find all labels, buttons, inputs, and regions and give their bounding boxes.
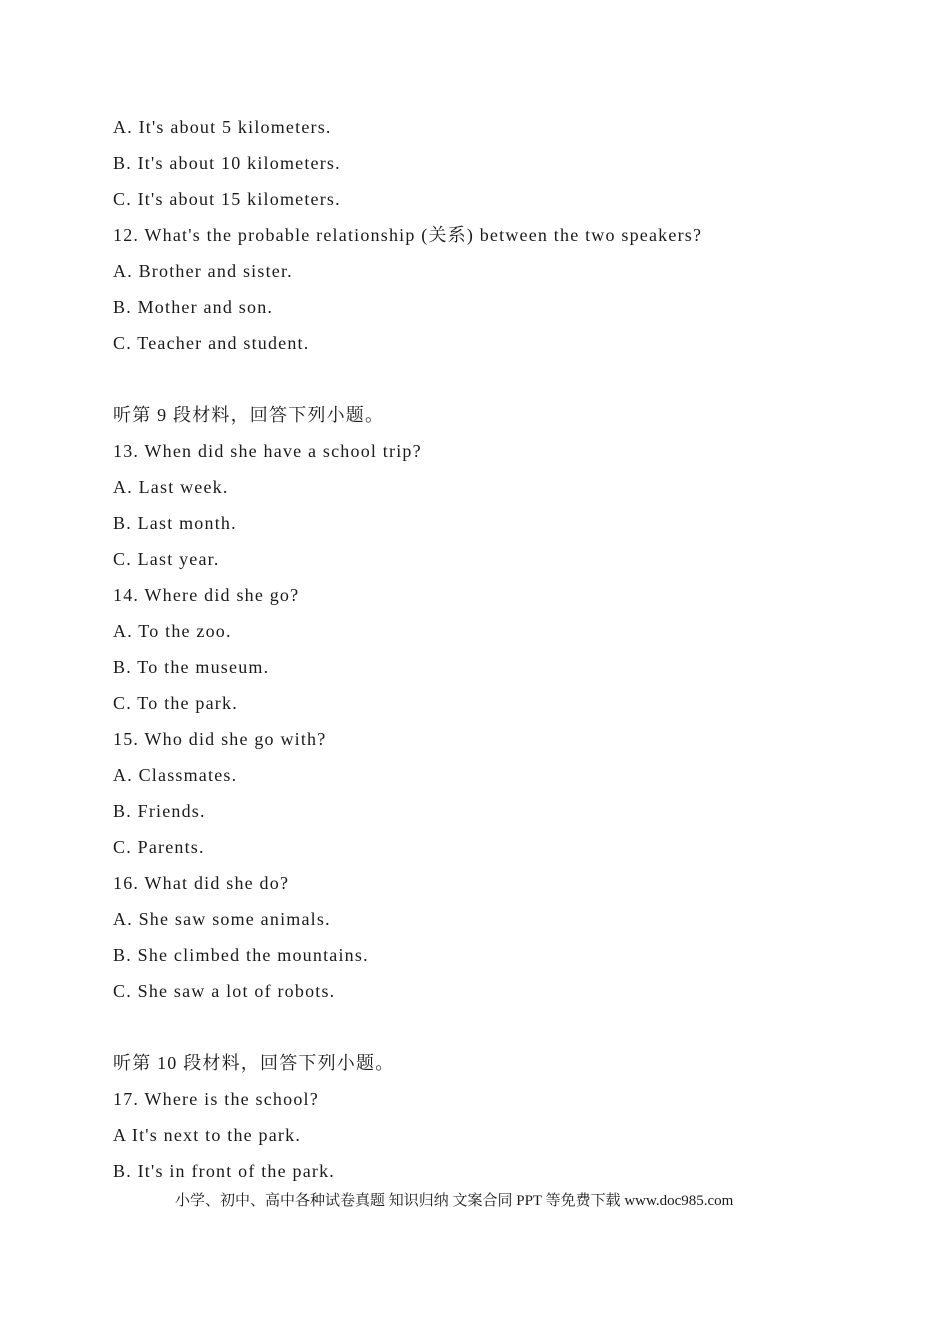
q13-option-b: B. Last month. [113, 513, 237, 533]
q14-question: 14. Where did she go? [113, 585, 300, 605]
q16-option-b: B. She climbed the mountains. [113, 945, 369, 965]
q15-option-c: C. Parents. [113, 837, 205, 857]
q17-option-a: A It's next to the park. [113, 1125, 302, 1145]
page-footer: 小学、初中、高中各种试卷真题 知识归纳 文案合同 PPT 等免费下载 www.doc985.com [175, 1193, 734, 1209]
q16-option-c: C. She saw a lot of robots. [113, 981, 336, 1001]
section-heading-10: 听第 10 段材料，回答下列小题。 [113, 1053, 395, 1073]
section-spacer [113, 361, 873, 397]
q17-question: 17. Where is the school? [113, 1089, 319, 1109]
q16-question: 16. What did she do? [113, 873, 290, 893]
page-content [113, 109, 873, 1189]
q15-option-a: A. Classmates. [113, 765, 238, 785]
q15-option-b: B. Friends. [113, 801, 206, 821]
q14-option-b: B. To the museum. [113, 657, 270, 677]
q13-option-a: A. Last week. [113, 477, 229, 497]
section-spacer [113, 1009, 873, 1045]
section-heading-9: 听第 9 段材料，回答下列小题。 [113, 405, 385, 425]
q11-option-c: C. It's about 15 kilometers. [113, 189, 341, 209]
q11-option-b: B. It's about 10 kilometers. [113, 153, 341, 173]
q12-option-c: C. Teacher and student. [113, 333, 310, 353]
q13-question: 13. When did she have a school trip? [113, 441, 422, 461]
q14-option-a: A. To the zoo. [113, 621, 232, 641]
q12-option-b: B. Mother and son. [113, 297, 274, 317]
q14-option-c: C. To the park. [113, 693, 238, 713]
q16-option-a: A. She saw some animals. [113, 909, 331, 929]
q12-option-a: A. Brother and sister. [113, 261, 293, 281]
q17-option-b: B. It's in front of the park. [113, 1161, 336, 1181]
q11-option-a: A. It's about 5 kilometers. [113, 117, 332, 137]
q12-question: 12. What's the probable relationship (关系) between the two speakers? [113, 225, 703, 245]
q15-question: 15. Who did she go with? [113, 729, 327, 749]
q13-option-c: C. Last year. [113, 549, 220, 569]
